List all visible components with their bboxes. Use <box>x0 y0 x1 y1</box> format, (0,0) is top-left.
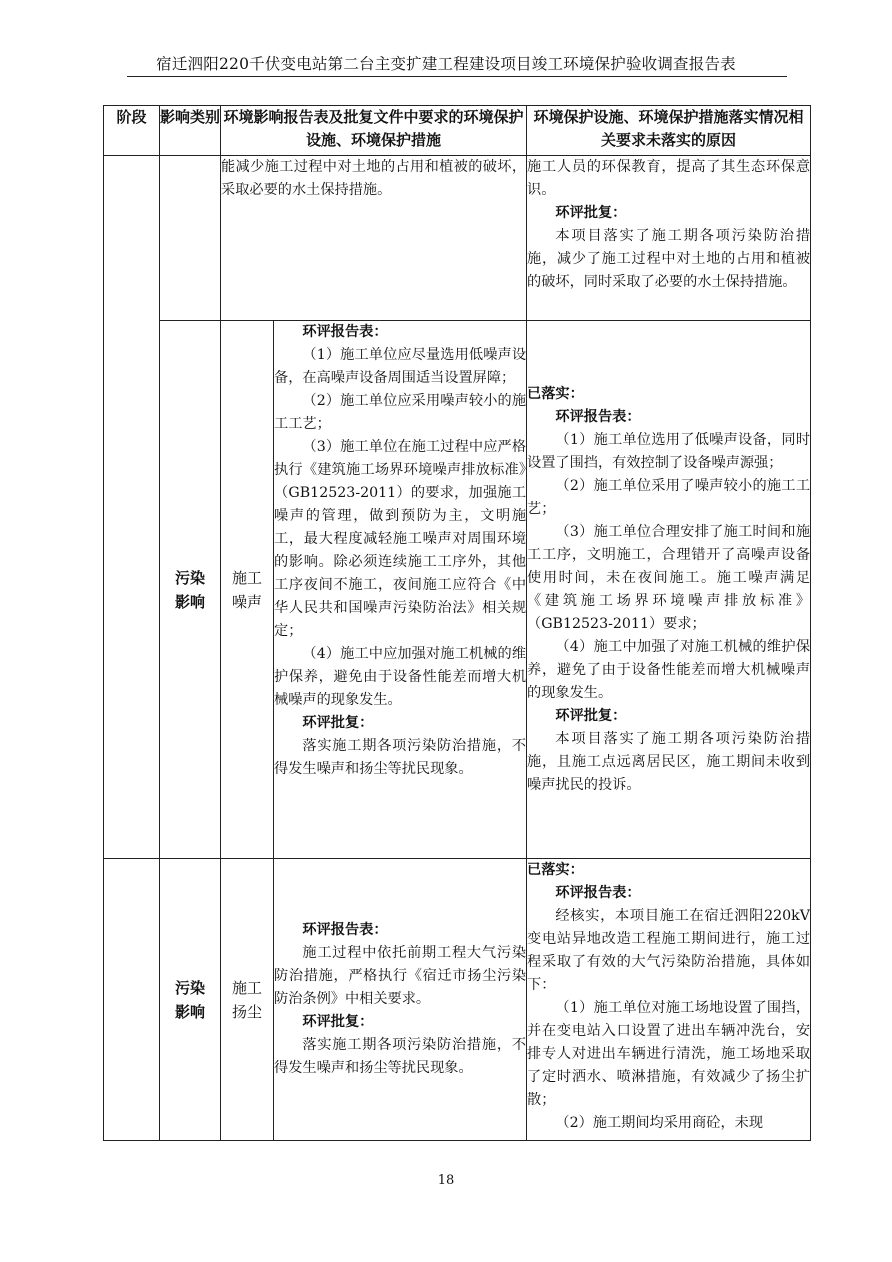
header-impact-type: 影响类别 <box>160 106 221 156</box>
required-item: （2）施工单位应采用噪声较小的施工工艺； <box>274 393 527 432</box>
required-item: 落实施工期各项污染防治措施，不得发生噪声和扬尘等扰民现象。 <box>274 738 527 777</box>
required-text: 能减少施工过程中对土地的占用和植被的破坏，采取必要的水土保持措施。 <box>221 159 527 198</box>
impact-cell-empty <box>160 156 221 321</box>
implemented-status: 已落实： <box>527 385 584 402</box>
stage-cell-construction <box>104 156 160 859</box>
eia-report-heading: 环评报告表： <box>555 885 641 901</box>
required-item: 落实施工期各项污染防治措施，不得发生噪声和扬尘等扰民现象。 <box>274 1037 527 1076</box>
eia-approval-heading: 环评批复： <box>555 707 627 724</box>
header-implementation: 环境保护设施、环境保护措施落实情况相关要求未落实的原因 <box>527 106 811 156</box>
required-item: （1）施工单位应尽量选用低噪声设备，在高噪声设备周围适当设置屏障； <box>274 347 527 386</box>
impact-cell-pollution: 污染影响 <box>160 859 221 1141</box>
eia-report-heading: 环评报告表： <box>302 922 388 938</box>
stage-cell-empty <box>104 859 160 1141</box>
implementation-item: （1）施工单位对施工场地设置了围挡，并在变电站入口设置了进出车辆冲洗台，安排专人对进出车辆进行清洗，施工场地采取了定时洒水、喷淋措施，有效减少了扬尘扩散； <box>527 1000 811 1108</box>
impact-cell-pollution: 污染影响 <box>160 321 221 859</box>
header-stage: 阶段 <box>104 106 160 156</box>
implementation-item: （3）施工单位合理安排了施工时间和施工工序，文明施工，合理错开了高噪声设备使用时间，未在夜间施工。施工噪声满足《建筑施工场界环境噪声排放标准》（GB12523-2011）要求； <box>527 523 811 632</box>
implementation-cell <box>527 321 811 859</box>
implementation-cell <box>527 859 811 1141</box>
acceptance-table <box>103 105 811 1141</box>
required-item: （3）施工单位在施工过程中应严格执行《建筑施工场界环境噪声排放标准》（GB12523-2011）的要求，加强施工噪声的管理，做到预防为主，文明施工，最大程度减轻施工噪声对周围环境的影响。除必须连续施工工序外，其他工序夜间不施工，夜间施工应符合《中华人民共和国噪声污染防治法》相关规定； <box>274 439 527 639</box>
implementation-text: 施工人员的环保教育，提高了其生态环保意识。 <box>527 159 811 198</box>
implementation-item: （2）施工单位采用了噪声较小的施工工艺； <box>527 477 811 517</box>
implementation-item: 本项目落实了施工期各项污染防治措施，且施工点远离居民区，施工期间未收到噪声扰民的投诉。 <box>527 730 811 793</box>
implementation-item: （1）施工单位选用了低噪声设备，同时设置了围挡，有效控制了设备噪声源强； <box>527 431 811 471</box>
required-cell <box>274 859 527 1141</box>
impact-subcategory-noise: 施工噪声 <box>221 321 274 859</box>
eia-report-heading: 环评报告表： <box>555 408 641 425</box>
page-header-title: 宿迁泗阳220千伏变电站第二台主变扩建工程建设项目竣工环境保护验收调查报告表 <box>156 55 736 73</box>
implementation-item: （2）施工期间均采用商砼，未现 <box>555 1115 764 1131</box>
implementation-item: 经核实，本项目施工在宿迁泗阳220kV变电站异地改造工程施工期间进行，施工过程采取了有效的大气污染防治措施，具体如下： <box>527 908 811 993</box>
table-row-construction-noise <box>104 321 811 859</box>
page-number: 18 <box>437 1173 455 1188</box>
implementation-cell <box>527 156 811 321</box>
eia-approval-heading: 环评批复： <box>555 205 627 221</box>
required-cell <box>274 321 527 859</box>
table-row-ecology-continued <box>104 156 811 321</box>
implementation-text: 本项目落实了施工期各项污染防治措施，减少了施工过程中对土地的占用和植被的破坏，同时采取了必要的水土保持措施。 <box>527 228 811 290</box>
required-cell <box>221 156 527 321</box>
impact-subcategory-dust: 施工扬尘 <box>221 859 274 1141</box>
implementation-item: （4）施工中加强了对施工机械的维护保养，避免了由于设备性能差而增大机械噪声的现象发生。 <box>527 638 811 701</box>
implemented-status: 已落实： <box>527 862 584 878</box>
eia-approval-heading: 环评批复： <box>302 1014 374 1030</box>
eia-approval-heading: 环评批复： <box>302 715 374 731</box>
required-item: （4）施工中应加强对施工机械的维护保养，避免由于设备性能差而增大机械噪声的现象发生。 <box>274 646 527 708</box>
header-divider <box>127 76 787 77</box>
required-item: 施工过程中依托前期工程大气污染防治措施，严格执行《宿迁市扬尘污染防治条例》中相关要求。 <box>274 945 527 1007</box>
eia-report-heading: 环评报告表： <box>302 324 388 340</box>
table-header-row <box>104 106 811 156</box>
header-required-measures: 环境影响报告表及批复文件中要求的环境保护设施、环境保护措施 <box>221 106 527 156</box>
table-row-construction-dust <box>104 859 811 1141</box>
